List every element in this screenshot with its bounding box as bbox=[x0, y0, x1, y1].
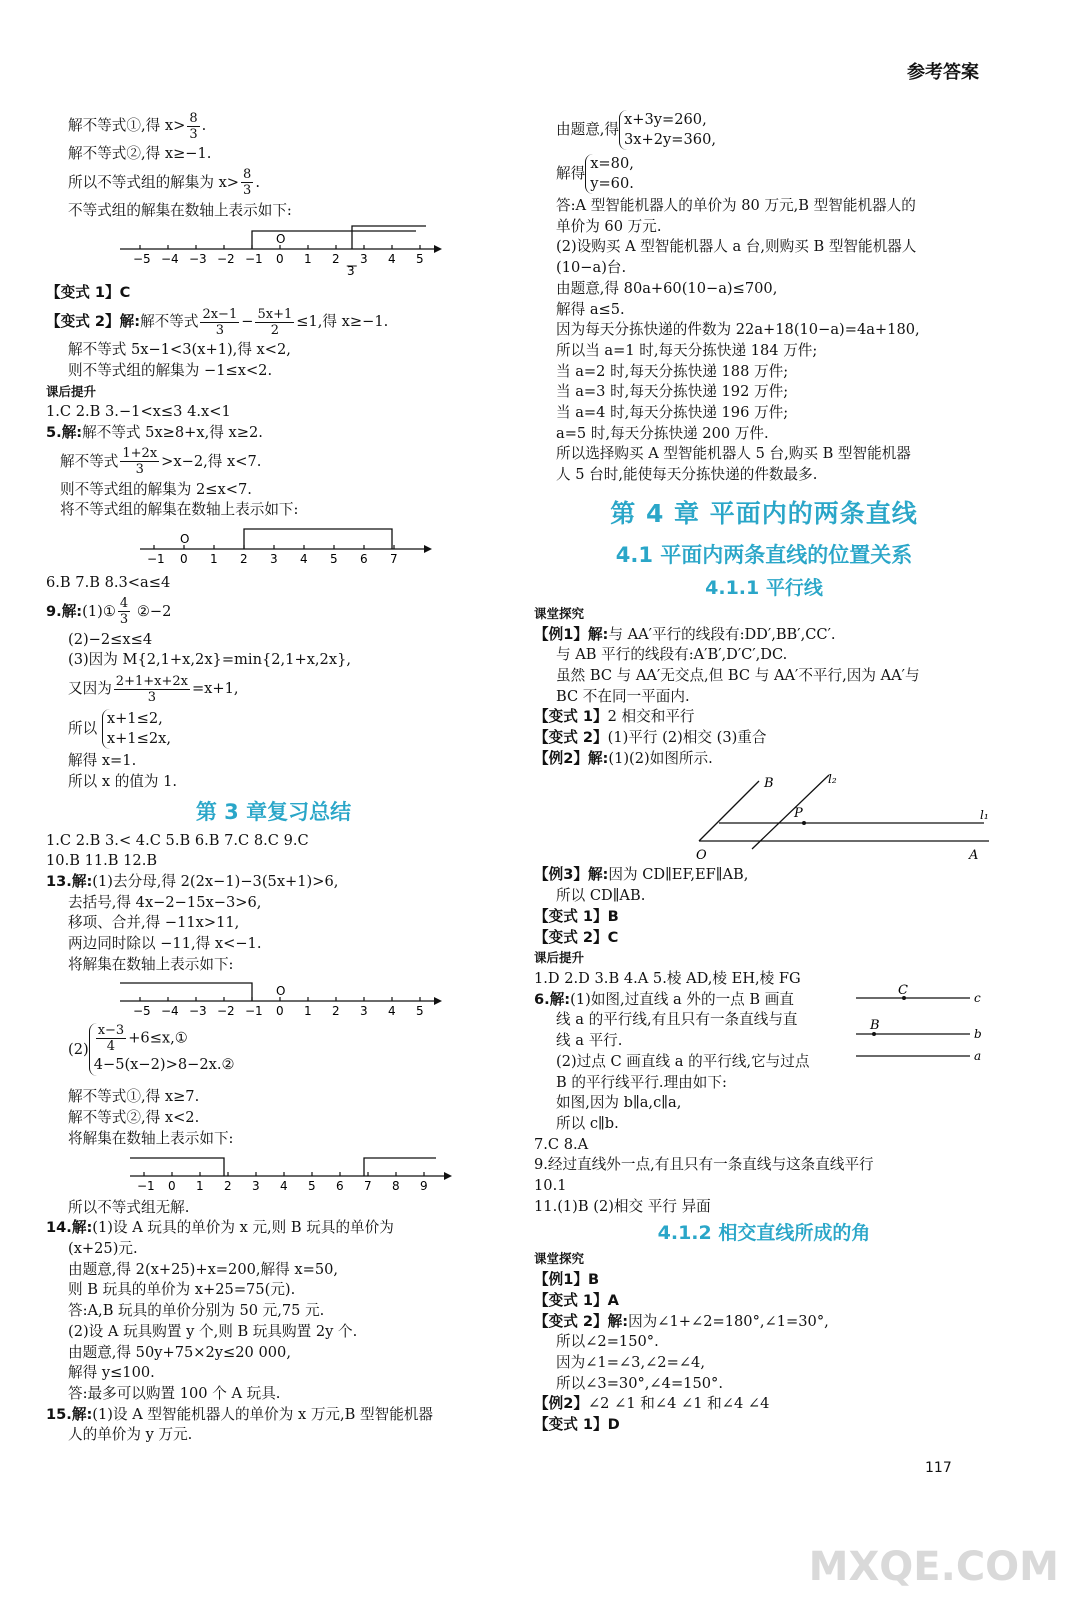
label-B: B bbox=[764, 776, 774, 792]
tick-label: 5 bbox=[416, 252, 424, 267]
tick-label: −1 bbox=[245, 252, 263, 267]
answer-line: 将解集在数轴上表示如下: bbox=[68, 1129, 234, 1147]
answer-line: 答:A 型智能机器人的单价为 80 万元,B 型智能机器人的 bbox=[556, 197, 916, 214]
subsection-title: 4.1.1 平行线 bbox=[705, 576, 823, 599]
answer-line: 10.B 11.B 12.B bbox=[46, 852, 158, 870]
fraction: $\frac{5x+1}{2}$ bbox=[257, 306, 293, 338]
text-line: 不等式组的解集在数轴上表示如下: bbox=[68, 201, 292, 219]
tick-label: 6 bbox=[336, 1178, 344, 1193]
text-line: 【变式 2】解:解不等式 $\frac{2x-1}{3}$ − $\frac{5x+1}{2}$ ≤1,得 x≥−1. bbox=[46, 306, 389, 338]
text-line: 解不等式 5x−1<3(x+1),得 x<2, bbox=[68, 341, 291, 359]
answer-line: 与 AB 平行的线段有:A′B′,D′C′,DC. bbox=[556, 646, 788, 664]
answer-line: (2)过点 C 画直线 a 的平行线,它与过点 bbox=[556, 1052, 810, 1070]
tick-label: 6 bbox=[360, 552, 368, 567]
text-line: 【变式 1】C bbox=[46, 284, 131, 302]
subsection-title: 4.1.2 相交直线所成的角 bbox=[657, 1222, 871, 1245]
answer-line: 15.解:(1)设 A 型智能机器人的单价为 x 万元,B 型智能机器 bbox=[46, 1405, 433, 1423]
tick-label: 1 bbox=[196, 1178, 204, 1193]
tick-label: 2 bbox=[332, 1004, 340, 1019]
page-header: 参考答案 bbox=[907, 62, 979, 83]
number-line-4 bbox=[126, 1152, 456, 1194]
tick-label: −5 bbox=[133, 1004, 151, 1019]
label-a: a bbox=[974, 1048, 982, 1063]
answer-line: 【变式 2】C bbox=[534, 928, 619, 946]
tick-label: 9 bbox=[420, 1178, 428, 1193]
tick-label: −4 bbox=[161, 1004, 179, 1019]
text-line: 所以不等式组的解集为 x> $\frac{8}{3}$ . bbox=[68, 167, 260, 199]
tick-label: 4 bbox=[388, 252, 396, 267]
section-label: 课后提升 bbox=[46, 383, 97, 399]
answer-line: 如图,因为 b∥a,c∥a, bbox=[556, 1094, 682, 1112]
answer-line: (10−a)台. bbox=[556, 259, 627, 277]
section-label: 课后提升 bbox=[534, 950, 585, 966]
answer-line: 解得 x=1. bbox=[68, 752, 137, 770]
answer-line: 14.解:(1)设 A 玩具的单价为 x 元,则 B 玩具的单价为 bbox=[46, 1219, 394, 1237]
answer-line: (2)设 A 玩具购置 y 个,则 B 玩具购置 2y 个. bbox=[68, 1322, 358, 1340]
tick-label: −2 bbox=[217, 252, 235, 267]
answer-line: 10.1 bbox=[534, 1177, 567, 1195]
answer-line: 所以∠2=150°. bbox=[556, 1333, 659, 1351]
answer-line: 当 a=2 时,每天分拣快递 188 万件; bbox=[556, 362, 789, 380]
answer-line: 线 a 的平行线,有且只有一条直线与直 bbox=[556, 1011, 798, 1029]
answer-line: 所以∠3=30°,∠4=150°. bbox=[556, 1374, 723, 1392]
label-A: A bbox=[969, 848, 979, 864]
answer-line: a=5 时,每天分拣快递 200 万件. bbox=[556, 424, 769, 442]
answer-line: 去括号,得 4x−2−15x−3>6, bbox=[68, 893, 262, 911]
answer-line: 【变式 1】B bbox=[534, 907, 619, 925]
answer-line: (3)因为 M{2,1+x,2x}=min{2,1+x,2x}, bbox=[68, 651, 351, 669]
answer-line: 所以 CD∥AB. bbox=[556, 887, 646, 905]
answer-line: 【例2】∠2 ∠1 和∠4 ∠1 和∠4 ∠4 bbox=[534, 1395, 770, 1413]
label-B: B bbox=[870, 1017, 880, 1033]
tick-label: 1 bbox=[304, 1004, 312, 1019]
answer-line: 由题意,得 80a+60(10−a)≤700, bbox=[556, 279, 778, 297]
label-l1: l₁ bbox=[980, 808, 989, 823]
equation-system: x+1≤2, x+1≤2x, bbox=[102, 709, 171, 749]
origin-label: O bbox=[180, 532, 190, 547]
parallel-lines-figure-1 bbox=[684, 769, 1004, 865]
fraction: $\frac{2+1+x+2x}{3}$ bbox=[115, 673, 188, 705]
label-c: c bbox=[974, 990, 981, 1005]
answer-line: 7.C 8.A bbox=[534, 1135, 589, 1153]
answer-line: 1.D 2.D 3.B 4.A 5.棱 AD,棱 EH,棱 FG bbox=[534, 969, 801, 987]
answer-line: 1.C 2.B 3.< 4.C 5.B 6.B 7.C 8.C 9.C bbox=[46, 831, 309, 849]
equation-system: $\frac{x-3}{4}$ +6≤x,① 4−5(x−2)>8−2x.② bbox=[89, 1023, 235, 1076]
tick-label: −5 bbox=[133, 252, 151, 267]
answer-line: 所以 x+1≤2, x+1≤2x, bbox=[68, 710, 171, 748]
answer-line: 所以不等式组无解. bbox=[68, 1198, 190, 1216]
answer-line: 5.解:解不等式 5x≥8+x,得 x≥2. bbox=[46, 423, 263, 441]
label-O: O bbox=[696, 848, 707, 864]
label-P: P bbox=[794, 806, 803, 822]
answer-line: 解不等式②,得 x<2. bbox=[68, 1109, 200, 1127]
tick-label: 5 bbox=[308, 1178, 316, 1193]
tick-label: 0 bbox=[276, 1004, 284, 1019]
tick-label: 2 bbox=[240, 552, 248, 567]
answer-line: 将不等式组的解集在数轴上表示如下: bbox=[60, 501, 299, 519]
tick-label: 5 bbox=[330, 552, 338, 567]
answer-line: 人的单价为 y 万元. bbox=[68, 1426, 193, 1444]
answer-line: 解得 y≤100. bbox=[68, 1364, 155, 1382]
answer-line: 移项、合并,得 −11x>11, bbox=[68, 914, 240, 932]
answer-line: 【变式 2】解:因为∠1+∠2=180°,∠1=30°, bbox=[534, 1312, 829, 1330]
equation-system: x+3y=260, 3x+2y=360, bbox=[619, 110, 716, 150]
answer-line: 解不等式 $\frac{1+2x}{3}$ >x−2,得 x<7. bbox=[60, 446, 262, 478]
answer-line: 由题意,得 50y+75×2y≤20 000, bbox=[68, 1343, 291, 1361]
tick-label: −3 bbox=[189, 252, 207, 267]
chapter-review-title: 第 3 章复习总结 bbox=[195, 799, 352, 824]
answer-line: 人 5 台时,能使每天分拣快递的件数最多. bbox=[556, 466, 818, 484]
answer-line: 所以当 a=1 时,每天分拣快递 184 万件; bbox=[556, 341, 818, 359]
answer-line: 所以选择购买 A 型智能机器人 5 台,购买 B 型智能机器 bbox=[556, 445, 911, 463]
tick-label: 3 bbox=[270, 552, 278, 567]
equation-system: x=80, y=60. bbox=[585, 154, 634, 194]
answer-line: 解不等式①,得 x≥7. bbox=[68, 1088, 200, 1106]
answer-line: 6.解:(1)如图,过直线 a 外的一点 B 画直 bbox=[534, 990, 794, 1008]
answer-line: 因为每天分拣快递的件数为 22a+18(10−a)=4a+180, bbox=[556, 321, 920, 339]
answer-line: 【例2】解:(1)(2)如图所示. bbox=[534, 749, 713, 767]
answer-line: (x+25)元. bbox=[68, 1239, 138, 1257]
origin-label: O bbox=[276, 232, 286, 247]
tick-label: 0 bbox=[276, 252, 284, 267]
tick-label: 4 bbox=[280, 1178, 288, 1193]
fraction: $\frac{8}{3}$ bbox=[243, 167, 252, 199]
tick-label: 4 bbox=[388, 1004, 396, 1019]
answer-line: 由题意,得 x+3y=260, 3x+2y=360, bbox=[556, 111, 717, 148]
text-line: 解不等式②,得 x≥−1. bbox=[68, 145, 212, 162]
answer-line: 所以 c∥b. bbox=[556, 1114, 619, 1132]
answer-line: 解得 x=80, y=60. bbox=[556, 155, 634, 192]
answer-line: 虽然 BC 与 AA′无交点,但 BC 与 AA′不平行,因为 AA′与 bbox=[556, 666, 920, 684]
section-label: 课堂探究 bbox=[534, 1251, 585, 1267]
section-label: 课堂探究 bbox=[534, 605, 585, 621]
tick-label: −4 bbox=[161, 252, 179, 267]
parallel-lines-figure-2 bbox=[846, 984, 982, 1064]
answer-line: 【例3】解:因为 CD∥EF,EF∥AB, bbox=[534, 866, 749, 884]
number-line-1 bbox=[116, 223, 446, 279]
answer-line: 解得 a≤5. bbox=[556, 300, 625, 318]
text-line: 解不等式①,得 x> $\frac{8}{3}$ . bbox=[68, 110, 207, 142]
q6-block bbox=[534, 983, 994, 1135]
tick-label: 3 bbox=[360, 1004, 368, 1019]
tick-label: 0 bbox=[180, 552, 188, 567]
right-column bbox=[534, 108, 994, 1436]
answer-line: (2)设购买 A 型智能机器人 a 台,则购买 B 型智能机器人 bbox=[556, 238, 917, 256]
answer-line: 【变式 2】(1)平行 (2)相交 (3)重合 bbox=[534, 729, 767, 747]
tick-label: 1 bbox=[210, 552, 218, 567]
tick-label-8-3: 3 bbox=[347, 264, 355, 279]
tick-label: −1 bbox=[245, 1004, 263, 1019]
answer-line: 【例1】B bbox=[534, 1271, 600, 1289]
answer-line: 则不等式组的解集为 2≤x<7. bbox=[60, 480, 252, 498]
answer-line: 所以 x 的值为 1. bbox=[68, 772, 178, 790]
fraction: $\frac{x-3}{4}$ bbox=[97, 1023, 125, 1055]
tick-label: −3 bbox=[189, 1004, 207, 1019]
tick-label: −1 bbox=[137, 1178, 155, 1193]
answer-line: 【变式 1】A bbox=[534, 1291, 619, 1309]
tick-label: 0 bbox=[168, 1178, 176, 1193]
answer-line: 当 a=4 时,每天分拣快递 196 万件; bbox=[556, 404, 789, 422]
tick-label: 5 bbox=[416, 1004, 424, 1019]
tick-label: 7 bbox=[364, 1178, 372, 1193]
number-line-3 bbox=[116, 977, 446, 1019]
answer-line: 答:最多可以购置 100 个 A 玩具. bbox=[68, 1384, 281, 1402]
tick-label: 7 bbox=[390, 552, 398, 567]
answer-line: BC 不在同一平面内. bbox=[556, 687, 690, 705]
fraction: $\frac{1+2x}{3}$ bbox=[122, 446, 158, 478]
fraction: $\frac{2x-1}{3}$ bbox=[202, 306, 238, 338]
section-title: 4.1 平面内两条直线的位置关系 bbox=[615, 542, 913, 567]
answer-line: 13.解:(1)去分母,得 2(2x−1)−3(5x+1)>6, bbox=[46, 872, 339, 890]
answer-line: 单价为 60 万元. bbox=[556, 217, 662, 235]
answer-line: B 的平行线平行.理由如下: bbox=[556, 1073, 727, 1091]
tick-label: 4 bbox=[300, 552, 308, 567]
label-l2: l₂ bbox=[828, 772, 837, 787]
tick-label: −1 bbox=[147, 552, 165, 567]
fraction: $\frac{4}{3}$ bbox=[119, 596, 129, 628]
label-b: b bbox=[974, 1026, 982, 1041]
tick-label: 2 bbox=[224, 1178, 232, 1193]
answer-line: 两边同时除以 −11,得 x<−1. bbox=[68, 935, 262, 953]
answer-line: (2)−2≤x≤4 bbox=[68, 630, 153, 648]
answer-line: 【例1】解:与 AA′平行的线段有:DD′,BB′,CC′. bbox=[534, 625, 836, 643]
answer-line: 9.解:(1)① $\frac{4}{3}$ ②−2 bbox=[46, 596, 172, 628]
label-C: C bbox=[898, 983, 908, 998]
answer-line: 又因为 $\frac{2+1+x+2x}{3}$ =x+1, bbox=[68, 673, 239, 705]
tick-label: −2 bbox=[217, 1004, 235, 1019]
answer-line: 9.经过直线外一点,有且只有一条直线与这条直线平行 bbox=[534, 1156, 874, 1174]
answer-line: 由题意,得 2(x+25)+x=200,解得 x=50, bbox=[68, 1260, 339, 1278]
page-number: 117 bbox=[925, 1460, 952, 1476]
left-column bbox=[46, 108, 501, 1446]
answer-line: 6.B 7.B 8.3<a≤4 bbox=[46, 574, 171, 592]
tick-label: 2 bbox=[332, 252, 340, 267]
origin-label: O bbox=[276, 984, 286, 999]
chapter-title: 第 4 章 平面内的两条直线 bbox=[610, 498, 918, 528]
tick-label: 3 bbox=[252, 1178, 260, 1193]
answer-line: 因为∠1=∠3,∠2=∠4, bbox=[556, 1353, 705, 1371]
answer-line: 当 a=3 时,每天分拣快递 192 万件; bbox=[556, 383, 789, 401]
answer-line: (2) $\frac{x-3}{4}$ +6≤x,① 4−5(x−2)>8−2x.② bbox=[46, 1023, 501, 1087]
answer-line: 1.C 2.B 3.−1<x≤3 4.x<1 bbox=[46, 403, 231, 421]
answer-line: 11.(1)B (2)相交 平行 异面 bbox=[534, 1197, 711, 1215]
answer-line: 将解集在数轴上表示如下: bbox=[68, 955, 234, 973]
watermark-logo: MXQE.COM bbox=[808, 1544, 1059, 1590]
number-line-2 bbox=[136, 523, 436, 569]
answer-line: 答:A,B 玩具的单价分别为 50 元,75 元. bbox=[68, 1302, 325, 1320]
tick-label: 1 bbox=[304, 252, 312, 267]
text-line: 则不等式组的解集为 −1≤x<2. bbox=[68, 361, 273, 379]
answer-line: 则 B 玩具的单价为 x+25=75(元). bbox=[68, 1281, 296, 1299]
tick-label: 3 bbox=[360, 252, 368, 267]
answer-line: 线 a 平行. bbox=[556, 1032, 623, 1050]
answer-line: 【变式 1】D bbox=[534, 1416, 620, 1434]
tick-label: 8 bbox=[392, 1178, 400, 1193]
fraction: $\frac{8}{3}$ bbox=[189, 110, 198, 142]
answer-line: 【变式 1】2 相交和平行 bbox=[534, 708, 695, 726]
